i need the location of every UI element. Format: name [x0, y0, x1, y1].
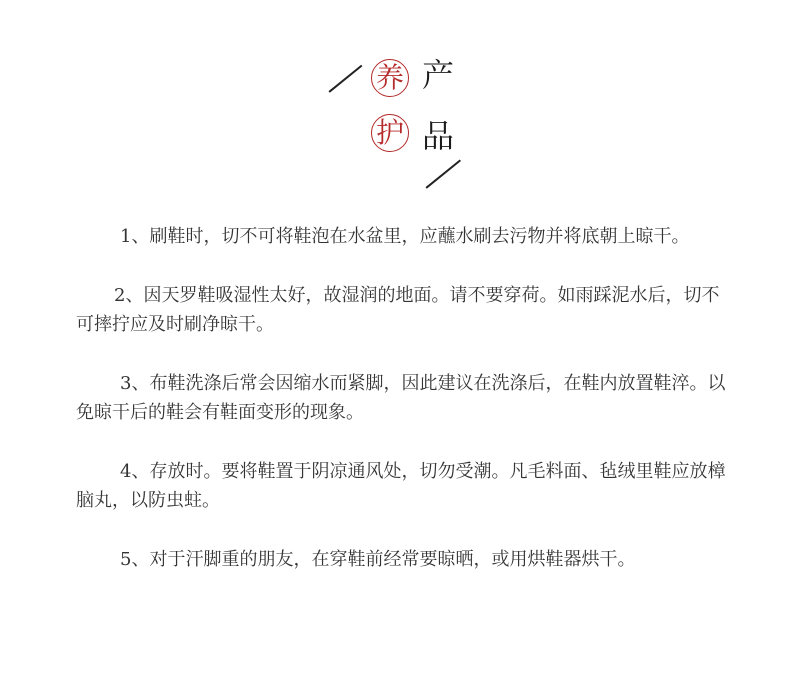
header-char-pin: 品	[422, 117, 455, 155]
instruction-text-5: 5、对于汗脚重的朋友，在穿鞋前经常要晾晒，或用烘鞋器烘干。	[120, 549, 636, 570]
instruction-paragraph-2	[76, 281, 726, 339]
instruction-text-4: 4、存放时。要将鞋置于阴凉通风处，切勿受潮。凡毛料面、毡绒里鞋应放樟脑丸，以防虫蛀。	[76, 461, 726, 511]
header-char-yang: 养	[371, 59, 409, 97]
decorative-slash-bottom	[426, 159, 461, 188]
instruction-paragraph-5	[76, 545, 726, 574]
decorative-slash-top	[329, 65, 363, 93]
instruction-text-1: 1、刷鞋时，切不可将鞋泡在水盆里，应蘸水刷去污物并将底朝上晾干。	[120, 226, 690, 247]
header-char-hu: 护	[371, 114, 409, 152]
header-char-chan: 产	[422, 56, 455, 94]
section-header	[320, 45, 470, 195]
instruction-paragraph-3	[76, 369, 726, 427]
instruction-paragraph-4	[76, 457, 726, 515]
care-instructions	[76, 222, 726, 604]
instruction-paragraph-1	[76, 222, 726, 251]
instruction-text-3: 3、布鞋洗涤后常会因缩水而紧脚，因此建议在洗涤后，在鞋内放置鞋淬。以免晾干后的鞋会有鞋面变形的现象。	[76, 373, 726, 423]
instruction-text-2: 2、因天罗鞋吸湿性太好，故湿润的地面。请不要穿荷。如雨踩泥水后，切不可摔拧应及时刷净晾干。	[76, 285, 720, 335]
